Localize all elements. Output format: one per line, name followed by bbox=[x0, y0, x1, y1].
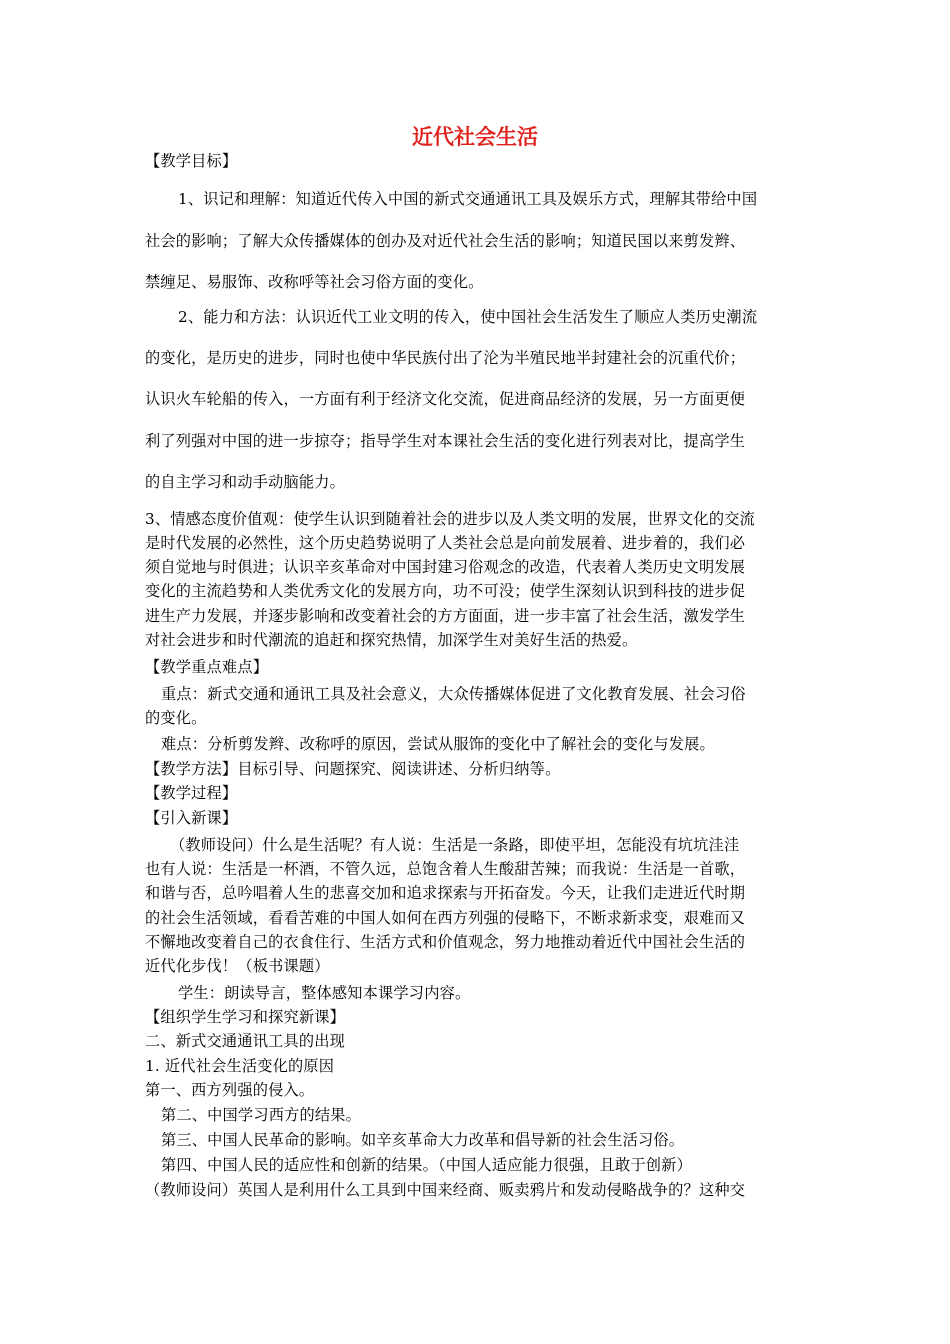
text-line: 【引入新课】 bbox=[145, 809, 238, 827]
text-line: 【教学过程】 bbox=[145, 784, 238, 802]
text-line: 重点：新式交通和通讯工具及社会意义，大众传播媒体促进了文化教育发展、社会习俗 bbox=[161, 685, 746, 703]
text-line: 是时代发展的必然性，这个历史趋势说明了人类社会总是向前发展着、进步着的，我们必 bbox=[145, 534, 746, 552]
text-line: 第三、中国人民革命的影响。如辛亥革命大力改革和倡导新的社会生活习俗。 bbox=[161, 1131, 685, 1149]
text-line: 3、情感态度价值观：使学生认识到随着社会的进步以及人类文明的发展，世界文化的交流 bbox=[145, 510, 755, 528]
text-line: 【组织学生学习和探究新课】 bbox=[145, 1008, 346, 1026]
text-line: 变化的主流趋势和人类优秀文化的发展方向，功不可没；使学生深刻认识到科技的进步促 bbox=[145, 582, 746, 600]
text-line: 1、识记和理解：知道近代传入中国的新式交通通讯工具及娱乐方式，理解其带给中国 bbox=[178, 190, 758, 208]
text-line: 2、能力和方法：认识近代工业文明的传入，使中国社会生活发生了顺应人类历史潮流 bbox=[178, 308, 758, 326]
text-line: 第一、西方列强的侵入。 bbox=[145, 1081, 315, 1099]
text-line: （教师设问）什么是生活呢？有人说：生活是一条路，即使平坦，怎能没有坑坑洼洼 bbox=[170, 836, 740, 854]
text-line: 第二、中国学习西方的结果。 bbox=[161, 1106, 362, 1124]
text-line: 【教学重点难点】 bbox=[145, 658, 269, 676]
text-line: 1. 近代社会生活变化的原因 bbox=[145, 1057, 335, 1075]
text-line: 和谐与否，总吟唱着人生的悲喜交加和追求探索与开拓奋发。今天，让我们走进近代时期 bbox=[145, 884, 746, 902]
text-line: 的社会生活领域，看看苦难的中国人如何在西方列强的侵略下，不断求新求变，艰难而又 bbox=[145, 909, 746, 927]
text-line: 的变化。 bbox=[145, 709, 207, 727]
text-line: 的变化，是历史的进步，同时也使中华民族付出了沦为半殖民地半封建社会的沉重代价； bbox=[145, 349, 746, 367]
text-line: 进生产力发展，并逐步影响和改变着社会的方方面面，进一步丰富了社会生活，激发学生 bbox=[145, 607, 746, 625]
text-line: 学生：朗读导言，整体感知本课学习内容。 bbox=[178, 984, 471, 1002]
text-line: 利了列强对中国的进一步掠夺；指导学生对本课社会生活的变化进行列表对比，提高学生 bbox=[145, 432, 746, 450]
text-line: 禁缠足、易服饰、改称呼等社会习俗方面的变化。 bbox=[145, 273, 484, 291]
text-line: 社会的影响；了解大众传播媒体的创办及对近代社会生活的影响；知道民国以来剪发辫、 bbox=[145, 232, 746, 250]
document-title: 近代社会生活 bbox=[412, 125, 538, 149]
text-line: 第四、中国人民的适应性和创新的结果。（中国人适应能力很强，且敢于创新） bbox=[161, 1156, 692, 1174]
text-line: 二、新式交通通讯工具的出现 bbox=[145, 1032, 346, 1050]
text-line: （教师设问）英国人是利用什么工具到中国来经商、贩卖鸦片和发动侵略战争的？这种交 bbox=[145, 1181, 746, 1199]
text-line: 近代化步伐！（板书课题） bbox=[145, 957, 330, 975]
text-line: 不懈地改变着自己的衣食住行、生活方式和价值观念，努力地推动着近代中国社会生活的 bbox=[145, 933, 746, 951]
text-line: 难点：分析剪发辫、改称呼的原因，尝试从服饰的变化中了解社会的变化与发展。 bbox=[161, 735, 715, 753]
text-line: 须自觉地与时俱进；认识辛亥革命对中国封建习俗观念的改造，代表着人类历史文明发展 bbox=[145, 558, 746, 576]
text-line: 对社会进步和时代潮流的追赶和探究热情，加深学生对美好生活的热爱。 bbox=[145, 631, 638, 649]
text-line: 的自主学习和动手动脑能力。 bbox=[145, 473, 346, 491]
text-line: 【教学目标】 bbox=[145, 152, 238, 170]
text-line: 认识火车轮船的传入，一方面有利于经济文化交流，促进商品经济的发展，另一方面更便 bbox=[145, 390, 746, 408]
text-line: 【教学方法】目标引导、问题探究、阅读讲述、分析归纳等。 bbox=[145, 760, 561, 778]
text-line: 也有人说：生活是一杯酒，不管久远，总饱含着人生酸甜苦辣；而我说：生活是一首歌， bbox=[145, 860, 746, 878]
